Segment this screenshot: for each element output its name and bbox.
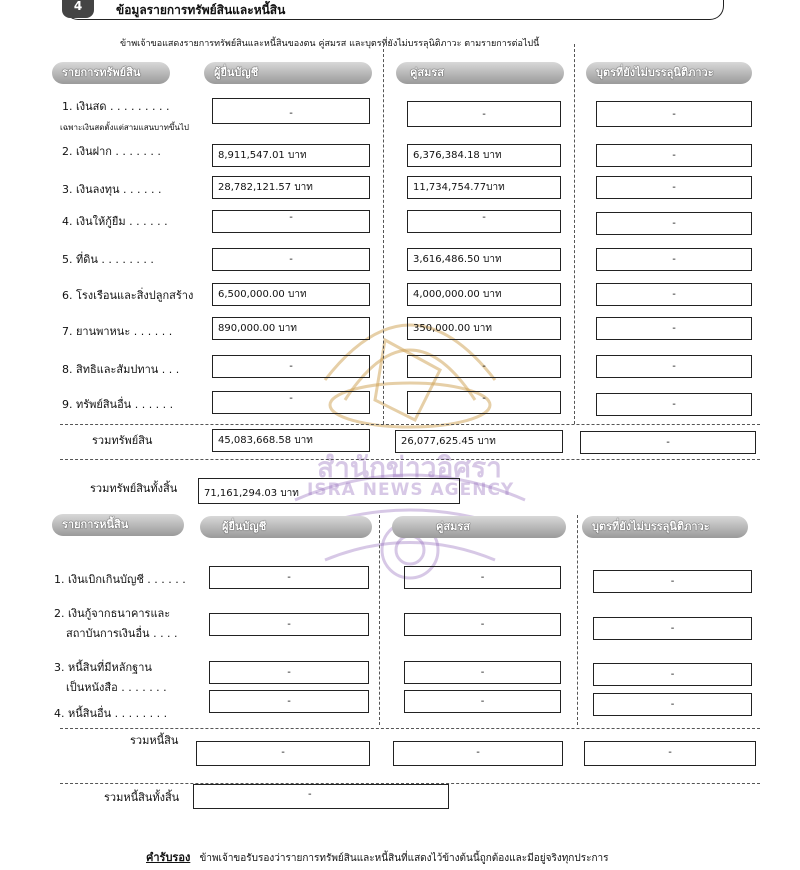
row-separator — [60, 459, 760, 460]
asset-land-children: - — [596, 248, 752, 271]
asset-row-label: 5. ที่ดิน . . . . . . . . — [62, 253, 154, 266]
liability-bank-loans-children: - — [593, 617, 752, 640]
liabilities-grand-total-value: - — [193, 784, 449, 809]
liabilities-total-children: - — [584, 741, 756, 766]
asset-row-label: 3. เงินลงทุน . . . . . . — [62, 183, 162, 196]
liability-row-label: 3. หนี้สินที่มีหลักฐาน — [54, 661, 152, 674]
asset-rights-children: - — [596, 355, 752, 378]
asset-investments-spouse: 11,734,754.77บาท — [407, 176, 561, 199]
assets-total-label: รวมทรัพย์สิน — [92, 434, 153, 447]
asset-land-filer: - — [212, 248, 370, 271]
liability-bank-loans-spouse: - — [404, 613, 561, 636]
liability-row-label: 2. เงินกู้จากธนาคารและ — [54, 607, 171, 620]
asset-vehicles-filer: 890,000.00 บาท — [212, 317, 370, 340]
liabilities-header-spouse: คู่สมรส — [392, 516, 566, 538]
liability-other-spouse: - — [404, 690, 561, 713]
liabilities-total-label: รวมหนี้สิน — [130, 734, 179, 747]
section-number-badge: 4 — [62, 0, 94, 18]
liability-other-filer: - — [209, 690, 369, 713]
asset-investments-filer: 28,782,121.57 บาท — [212, 176, 370, 199]
assets-grand-total-value: 71,161,294.03 บาท — [198, 478, 460, 504]
column-divider — [574, 44, 575, 424]
intro-statement: ข้าพเจ้าขอแสดงรายการทรัพย์สินและหนี้สินของตน คู่สมรส และบุตรที่ยังไม่บรรลุนิติภาวะ ตามรายการต่อไปนี้ — [120, 39, 540, 49]
asset-row-label: 6. โรงเรือนและสิ่งปลูกสร้าง — [62, 289, 194, 302]
row-separator — [60, 728, 760, 729]
section-title: ข้อมูลรายการทรัพย์สินและหนี้สิน — [116, 3, 286, 17]
asset-cash-children: - — [596, 101, 752, 127]
liability-row-label: เป็นหนังสือ . . . . . . . — [66, 681, 167, 694]
liability-other-children: - — [593, 693, 752, 716]
liabilities-header-item: รายการหนี้สิน — [52, 514, 184, 536]
liability-bank-loans-filer: - — [209, 613, 369, 636]
asset-land-spouse: 3,616,486.50 บาท — [407, 248, 561, 271]
asset-row-label: 2. เงินฝาก . . . . . . . — [62, 145, 161, 158]
assets-grand-total-label: รวมทรัพย์สินทั้งสิ้น — [90, 482, 178, 495]
certification — [146, 848, 608, 866]
liability-row-label: สถาบันการเงินอื่น . . . . — [66, 627, 178, 640]
liability-overdraft-filer: - — [209, 566, 369, 589]
asset-cash-spouse: - — [407, 101, 561, 127]
liability-documented-children: - — [593, 663, 752, 686]
assets-total-spouse: 26,077,625.45 บาท — [395, 430, 563, 453]
liabilities-header-filer: ผู้ยื่นบัญชี — [200, 516, 372, 538]
certification-text: ข้าพเจ้าขอรับรองว่ารายการทรัพย์สินและหนี้สินที่แสดงไว้ข้างต้นนี้ถูกต้องและมีอยู่จริงทุกประการ — [199, 853, 609, 864]
liabilities-grand-total-label: รวมหนี้สินทั้งสิ้น — [104, 791, 180, 804]
assets-header-spouse: คู่สมรส — [396, 62, 564, 84]
asset-loans-given-spouse: - — [407, 210, 561, 233]
asset-deposits-filer: 8,911,547.01 บาท — [212, 144, 370, 167]
liabilities-header-children: บุตรที่ยังไม่บรรลุนิติภาวะ — [582, 516, 748, 538]
certification-label: คำรับรอง — [146, 851, 191, 864]
asset-vehicles-spouse: 350,000.00 บาท — [407, 317, 561, 340]
asset-loans-given-children: - — [596, 212, 752, 235]
asset-deposits-spouse: 6,376,384.18 บาท — [407, 144, 561, 167]
assets-header-filer: ผู้ยื่นบัญชี — [204, 62, 372, 84]
assets-total-filer: 45,083,668.58 บาท — [212, 429, 370, 452]
asset-row-label: 1. เงินสด . . . . . . . . . — [62, 100, 170, 113]
asset-deposits-children: - — [596, 144, 752, 167]
asset-rights-spouse: - — [407, 355, 561, 378]
liabilities-total-spouse: - — [393, 741, 563, 766]
liability-row-label: 4. หนี้สินอื่น . . . . . . . . — [54, 707, 168, 720]
asset-cash-filer: - — [212, 98, 370, 124]
assets-header-item: รายการทรัพย์สิน — [52, 62, 170, 84]
liability-overdraft-children: - — [593, 570, 752, 593]
liability-row-label: 1. เงินเบิกเกินบัญชี . . . . . . — [54, 573, 186, 586]
liabilities-total-filer: - — [196, 741, 370, 766]
asset-other-children: - — [596, 393, 752, 416]
assets-total-children: - — [580, 431, 756, 454]
asset-buildings-spouse: 4,000,000.00 บาท — [407, 283, 561, 306]
asset-other-spouse: - — [407, 391, 561, 414]
assets-header-children: บุตรที่ยังไม่บรรลุนิติภาวะ — [586, 62, 752, 84]
asset-buildings-children: - — [596, 283, 752, 306]
asset-rights-filer: - — [212, 355, 370, 378]
liability-overdraft-spouse: - — [404, 566, 561, 589]
row-separator — [60, 424, 760, 425]
asset-loans-given-filer: - — [212, 210, 370, 233]
asset-row-label: 9. ทรัพย์สินอื่น . . . . . . — [62, 398, 174, 411]
asset-buildings-filer: 6,500,000.00 บาท — [212, 283, 370, 306]
asset-row-label: 7. ยานพาหนะ . . . . . . — [62, 325, 173, 338]
asset-other-filer: - — [212, 391, 370, 414]
asset-vehicles-children: - — [596, 317, 752, 340]
watermark-thai-text: สำนักข่าวอิศรา — [317, 451, 502, 484]
liability-documented-filer: - — [209, 661, 369, 684]
column-divider — [577, 515, 578, 725]
liability-documented-spouse: - — [404, 661, 561, 684]
column-divider — [379, 515, 380, 725]
asset-row-note: เฉพาะเงินสดตั้งแต่สามแสนบาทขึ้นไป — [60, 123, 189, 132]
asset-row-label: 4. เงินให้กู้ยืม . . . . . . — [62, 215, 168, 228]
column-divider — [383, 44, 384, 424]
asset-row-label: 8. สิทธิและสัมปทาน . . . — [62, 363, 180, 376]
asset-investments-children: - — [596, 176, 752, 199]
watermark-english-text: ISRA NEWS AGENCY — [307, 480, 515, 500]
